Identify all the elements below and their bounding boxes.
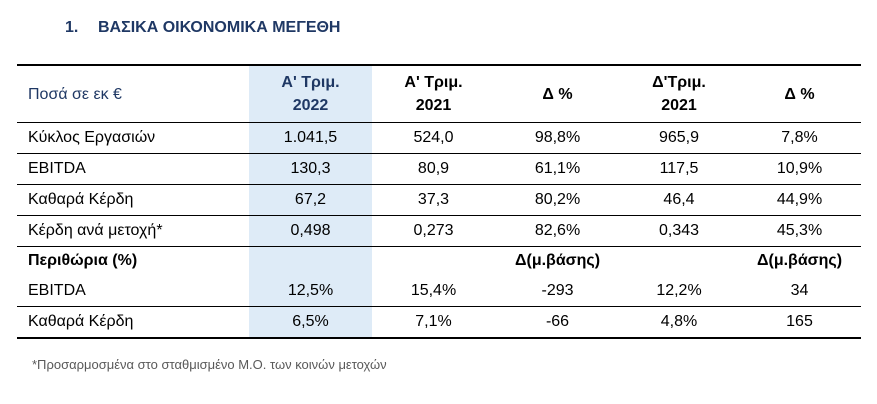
cell-value: 82,6% bbox=[495, 216, 620, 247]
col-header-q4-2021 bbox=[620, 65, 738, 123]
footnote: *Προσαρμοσμένα στο σταθμισμένο Μ.Ο. των κοινών μετοχών bbox=[32, 357, 387, 372]
section-number: 1. bbox=[65, 19, 79, 36]
delta-bps-label: Δ(μ.βάσης) bbox=[514, 252, 601, 270]
col-header-line: Α' Τριμ. bbox=[281, 74, 340, 91]
section-title bbox=[65, 19, 340, 37]
cell-value: 7,1% bbox=[372, 307, 495, 338]
cell-value: 12,5% bbox=[249, 276, 372, 307]
col-header-line: Α' Τριμ. bbox=[404, 74, 463, 91]
amount-unit-label: Ποσά σε εκ € bbox=[17, 65, 249, 123]
cell-value: 0,343 bbox=[620, 216, 738, 247]
delta-bps-label: Δ(μ.βάσης) bbox=[756, 252, 843, 270]
cell-value: -293 bbox=[541, 281, 574, 299]
table-row bbox=[17, 216, 861, 247]
cell-value: 4,8% bbox=[620, 307, 738, 338]
margins-section-row bbox=[17, 247, 861, 276]
col-header-q1-2022 bbox=[249, 65, 372, 123]
cell-value: 45,3% bbox=[738, 216, 861, 247]
cell-value: 80,2% bbox=[495, 185, 620, 216]
cell-value: 10,9% bbox=[738, 154, 861, 185]
table-header-row bbox=[17, 65, 861, 123]
cell-value: 6,5% bbox=[249, 307, 372, 338]
cell-value: 34 bbox=[790, 281, 809, 299]
cell-value: 37,3 bbox=[372, 185, 495, 216]
cell-value: 44,9% bbox=[738, 185, 861, 216]
cell-value: 0,273 bbox=[372, 216, 495, 247]
table-row bbox=[17, 123, 861, 154]
cell-value: 965,9 bbox=[620, 123, 738, 154]
cell-value: 80,9 bbox=[372, 154, 495, 185]
col-header-line: Δ % bbox=[784, 85, 815, 103]
col-header-delta-q4 bbox=[738, 65, 861, 123]
cell-value: 61,1% bbox=[495, 154, 620, 185]
section-heading: ΒΑΣΙΚΑ ΟΙΚΟΝΟΜΙΚΑ ΜΕΓΕΘΗ bbox=[98, 19, 341, 36]
empty-cell bbox=[249, 247, 372, 276]
cell-value: 67,2 bbox=[249, 185, 372, 216]
cell-value: 524,0 bbox=[372, 123, 495, 154]
row-label: Κύκλος Εργασιών bbox=[17, 123, 249, 154]
col-header-line: Δ'Τριμ. bbox=[652, 74, 706, 91]
empty-cell bbox=[620, 247, 738, 276]
row-label: EBITDA bbox=[17, 154, 249, 185]
col-header-line: 2021 bbox=[661, 97, 697, 114]
cell-value: 15,4% bbox=[410, 281, 457, 299]
cell-value: 130,3 bbox=[249, 154, 372, 185]
cell-value: -66 bbox=[495, 307, 620, 338]
cell-value: 165 bbox=[738, 307, 861, 338]
financial-figures-table bbox=[17, 64, 861, 339]
empty-cell bbox=[372, 247, 495, 276]
col-header-line: 2022 bbox=[292, 97, 329, 114]
cell-value: 98,8% bbox=[495, 123, 620, 154]
table-row bbox=[17, 185, 861, 216]
row-label: EBITDA bbox=[28, 281, 86, 299]
cell-value: 117,5 bbox=[620, 154, 738, 185]
col-header-line: Δ % bbox=[542, 85, 573, 103]
col-header-line: 2021 bbox=[415, 97, 452, 114]
table-row bbox=[17, 307, 861, 338]
row-label: Καθαρά Κέρδη bbox=[17, 185, 249, 216]
cell-value: 7,8% bbox=[738, 123, 861, 154]
table-row bbox=[17, 154, 861, 185]
cell-value: 0,498 bbox=[249, 216, 372, 247]
table-row bbox=[17, 276, 861, 307]
col-header-delta-q1 bbox=[495, 65, 620, 123]
row-label: Καθαρά Κέρδη bbox=[17, 307, 249, 338]
col-header-q1-2021 bbox=[372, 65, 495, 123]
row-label: Κέρδη ανά μετοχή* bbox=[17, 216, 249, 247]
cell-value: 12,2% bbox=[656, 281, 702, 299]
cell-value: 1.041,5 bbox=[249, 123, 372, 154]
margins-section-label: Περιθώρια (%) bbox=[28, 252, 138, 270]
cell-value: 46,4 bbox=[620, 185, 738, 216]
